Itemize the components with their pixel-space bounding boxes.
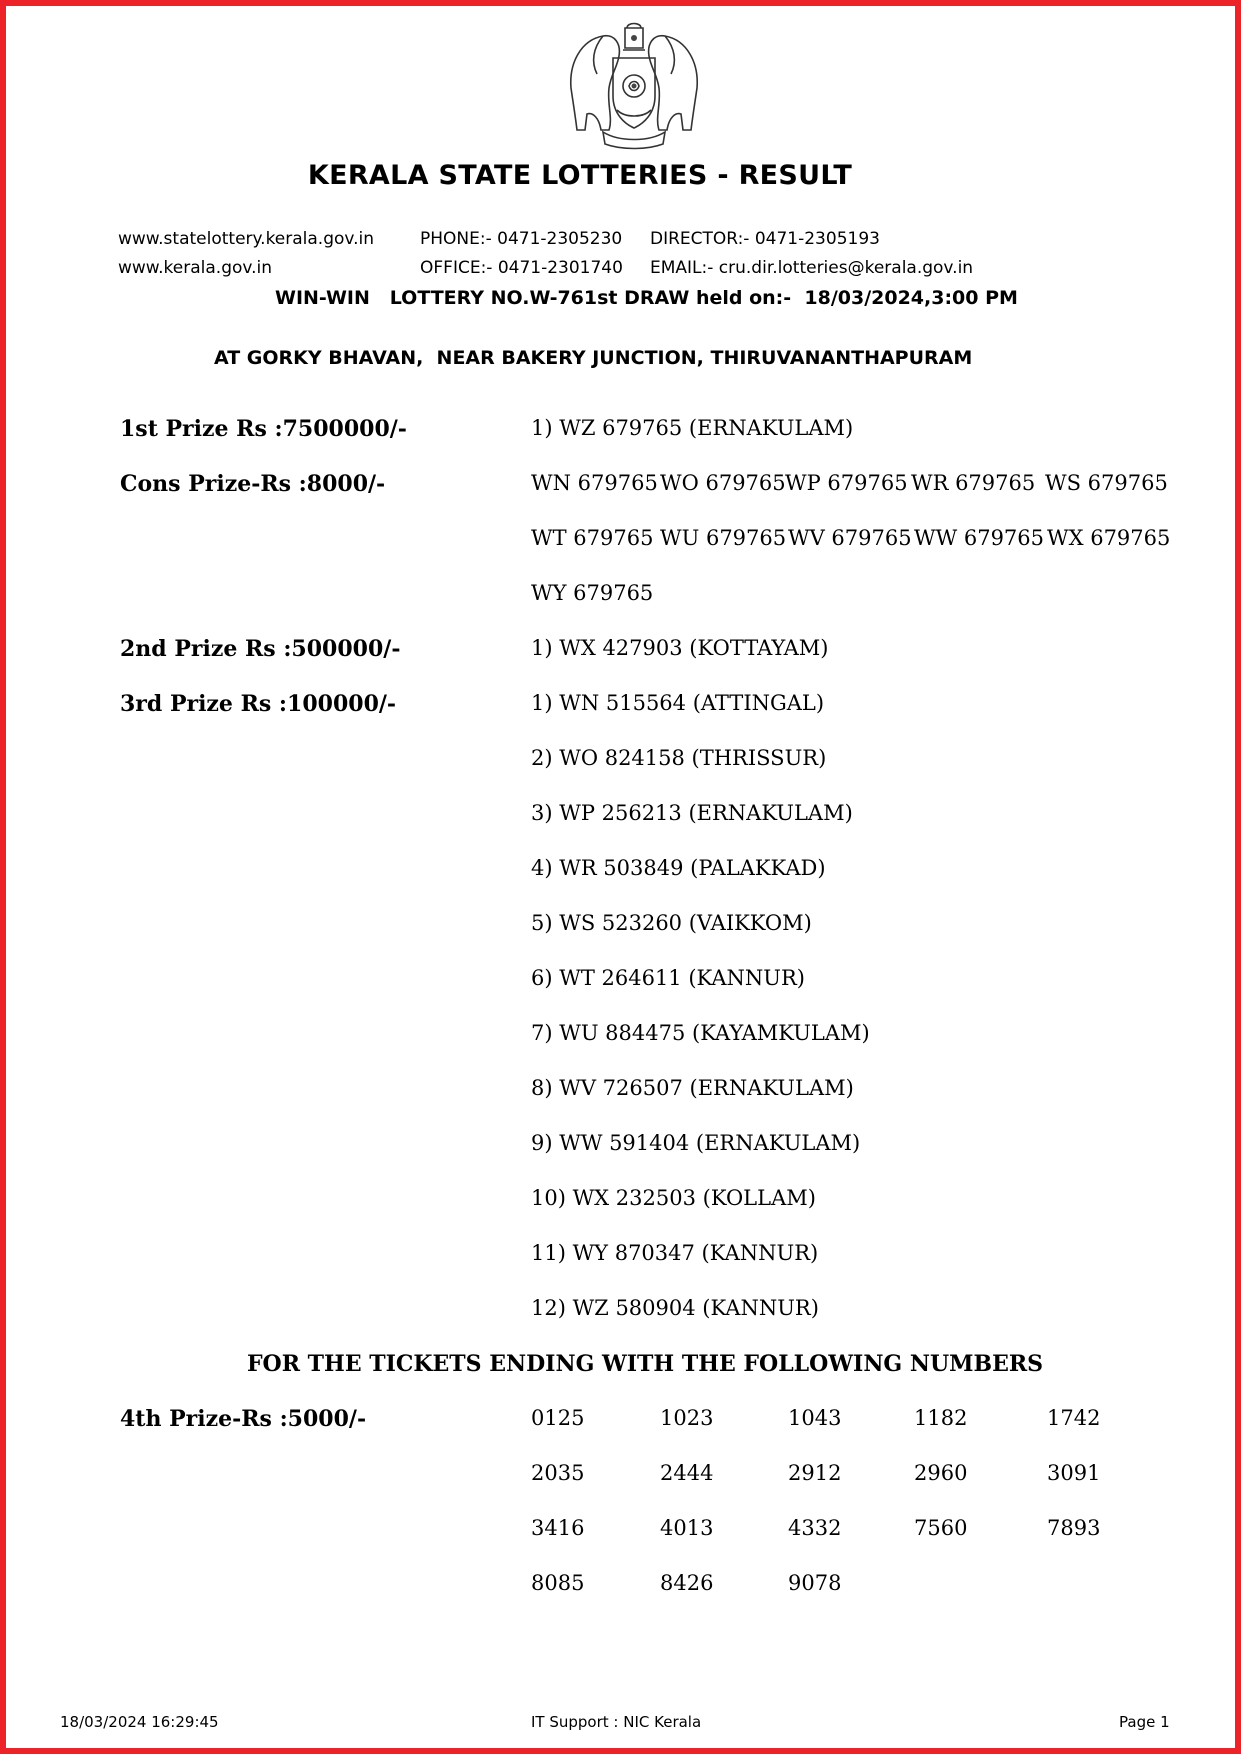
third-prize-result: 8) WV 726507 (ERNAKULAM) [531, 1076, 854, 1100]
email-address[interactable]: EMAIL:- cru.dir.lotteries@kerala.gov.in [650, 258, 974, 278]
fourth-prize-number: 8426 [660, 1571, 714, 1595]
footer-timestamp: 18/03/2024 16:29:45 [60, 1713, 219, 1731]
third-prize-result: 9) WW 591404 (ERNAKULAM) [531, 1131, 861, 1155]
fourth-prize-number: 4332 [788, 1516, 842, 1540]
third-prize-result: 10) WX 232503 (KOLLAM) [531, 1186, 816, 1210]
office-number: OFFICE:- 0471-2301740 [420, 258, 623, 278]
cons-ticket: WU 679765 [660, 526, 787, 550]
cons-ticket: WT 679765 [531, 526, 654, 550]
first-prize-label: 1st Prize Rs :7500000/- [120, 416, 407, 442]
cons-ticket: WV 679765 [788, 526, 912, 550]
fourth-prize-number: 2960 [914, 1461, 968, 1485]
third-prize-result: 6) WT 264611 (KANNUR) [531, 966, 805, 990]
third-prize-result: 7) WU 884475 (KAYAMKULAM) [531, 1021, 870, 1045]
second-prize-result: 1) WX 427903 (KOTTAYAM) [531, 636, 829, 660]
fourth-prize-number: 3416 [531, 1516, 585, 1540]
kerala-state-emblem-icon [563, 18, 705, 150]
phone-number: PHONE:- 0471-2305230 [420, 229, 623, 249]
third-prize-result: 2) WO 824158 (THRISSUR) [531, 746, 827, 770]
fourth-prize-number: 0125 [531, 1406, 585, 1430]
fourth-prize-number: 7560 [914, 1516, 968, 1540]
third-prize-result: 5) WS 523260 (VAIKKOM) [531, 911, 812, 935]
fourth-prize-number: 1182 [914, 1406, 968, 1430]
cons-ticket: WX 679765 [1047, 526, 1171, 550]
director-number: DIRECTOR:- 0471-2305193 [650, 229, 880, 249]
cons-ticket: WP 679765 [785, 471, 908, 495]
fourth-prize-number: 2035 [531, 1461, 585, 1485]
cons-ticket: WO 679765 [660, 471, 786, 495]
second-prize-label: 2nd Prize Rs :500000/- [120, 636, 401, 662]
cons-ticket: WS 679765 [1045, 471, 1168, 495]
third-prize-result: 4) WR 503849 (PALAKKAD) [531, 856, 826, 880]
fourth-prize-number: 3091 [1047, 1461, 1101, 1485]
third-prize-result: 12) WZ 580904 (KANNUR) [531, 1296, 819, 1320]
page-number: Page 1 [1119, 1713, 1170, 1731]
fourth-prize-number: 9078 [788, 1571, 842, 1595]
draw-info: WIN-WIN LOTTERY NO.W-761st DRAW held on:- 18/03/2024,3:00 PM [275, 287, 1018, 309]
cons-prize-label: Cons Prize-Rs :8000/- [120, 471, 386, 497]
fourth-prize-number: 1742 [1047, 1406, 1101, 1430]
cons-prize-row [531, 526, 1170, 550]
cons-ticket: WN 679765 [531, 471, 658, 495]
cons-ticket: WR 679765 [911, 471, 1036, 495]
third-prize-result: 1) WN 515564 (ATTINGAL) [531, 691, 825, 715]
fourth-prize-number: 7893 [1047, 1516, 1101, 1540]
fourth-prize-number: 2912 [788, 1461, 842, 1485]
first-prize-result: 1) WZ 679765 (ERNAKULAM) [531, 416, 854, 440]
website-link[interactable]: www.statelottery.kerala.gov.in [118, 229, 375, 249]
fourth-prize-number: 2444 [660, 1461, 714, 1485]
cons-ticket: WY 679765 [531, 581, 654, 605]
fourth-prize-label: 4th Prize-Rs :5000/- [120, 1406, 367, 1432]
third-prize-result: 11) WY 870347 (KANNUR) [531, 1241, 819, 1265]
website-link-secondary[interactable]: www.kerala.gov.in [118, 258, 273, 278]
cons-prize-row [531, 471, 1168, 495]
fourth-prize-number: 4013 [660, 1516, 714, 1540]
third-prize-result: 3) WP 256213 (ERNAKULAM) [531, 801, 853, 825]
ending-numbers-heading: FOR THE TICKETS ENDING WITH THE FOLLOWING NUMBERS [246, 1351, 1044, 1377]
fourth-prize-number: 8085 [531, 1571, 585, 1595]
cons-prize-row [531, 581, 653, 605]
third-prize-label: 3rd Prize Rs :100000/- [120, 691, 397, 717]
draw-venue: AT GORKY BHAVAN, NEAR BAKERY JUNCTION, THIRUVANANTHAPURAM [214, 347, 973, 369]
cons-ticket: WW 679765 [914, 526, 1045, 550]
footer-support: IT Support : NIC Kerala [531, 1713, 702, 1731]
fourth-prize-number: 1043 [788, 1406, 842, 1430]
page-title: KERALA STATE LOTTERIES - RESULT [307, 160, 853, 191]
fourth-prize-number: 1023 [660, 1406, 714, 1430]
